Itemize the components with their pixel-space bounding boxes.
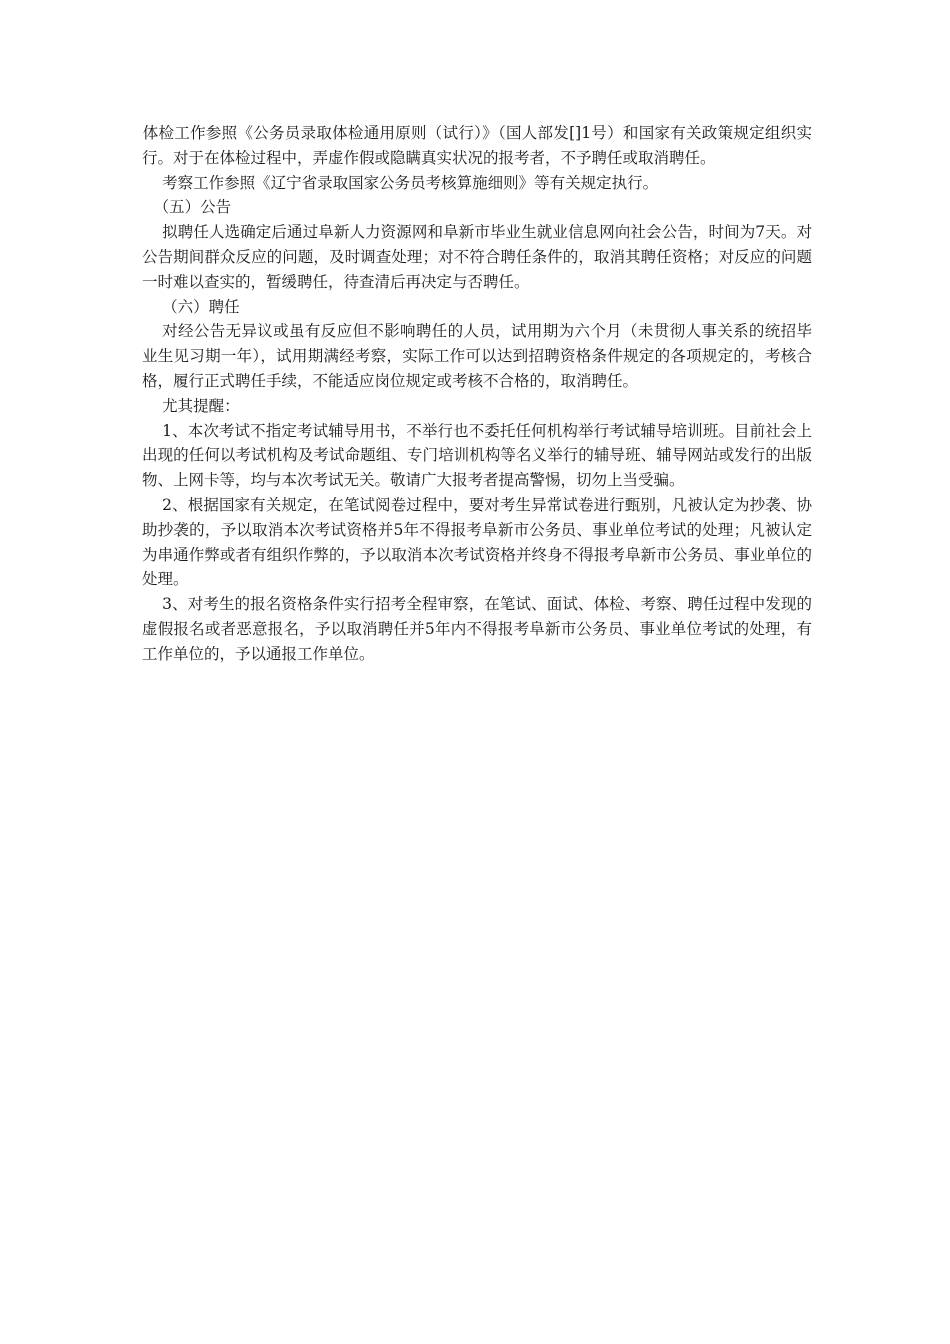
heading-appointment: （六）聘任 bbox=[162, 297, 240, 316]
paragraph-reminder-2: 2、根据国家有关规定，在笔试阅卷过程中，要对考生异常试卷进行甄别，凡被认定为抄袭、协助抄袭的，予以取消本次考试资格并5年不得报考阜新市公务员、事业单位考试的处理；凡被认定为串通作弊或者有组织作弊的，予以取消本次考试资格并终身不得报考阜新市公务员、事业单位的处理。 bbox=[142, 495, 812, 589]
paragraph-announcement: 拟聘任人选确定后通过阜新人力资源网和阜新市毕业生就业信息网向社会公告，时间为7天。对公告期间群众反应的问题，及时调查处理；对不符合聘任条件的，取消其聘任资格；对反应的问题一时难以查实的，暂缓聘任，待查清后再决定与否聘任。 bbox=[142, 223, 812, 291]
paragraph-reminder-3: 3、对考生的报名资格条件实行招考全程审察，在笔试、面试、体检、考察、聘任过程中发现的虚假报名或者恶意报名，予以取消聘任并5年内不得报考阜新市公务员、事业单位考试的处理，有工作单位的，予以通报工作单位。 bbox=[142, 595, 812, 663]
heading-announcement: （五）公告 bbox=[153, 198, 232, 217]
paragraph-inspection: 考察工作参照《辽宁省录取国家公务员考核算施细则》等有关规定执行。 bbox=[162, 173, 659, 192]
heading-special-reminder: 尤其提醒： bbox=[162, 396, 240, 415]
paragraph-physical-exam: 体检工作参照《公务员录取体检通用原则（试行）》（国人部发[]1号）和国家有关政策规定组织实行。对于在体检过程中，弄虚作假或隐瞒真实状况的报考者，不予聘任或取消聘任。 bbox=[142, 124, 812, 167]
paragraph-appointment: 对经公告无异议或虽有反应但不影响聘任的人员，试用期为六个月（未贯彻人事关系的统招毕业生见习期一年），试用期满经考察，实际工作可以达到招聘资格条件规定的各项规定的，考核合格，履行正式聘任手续，不能适应岗位规定或考核不合格的，取消聘任。 bbox=[142, 322, 812, 390]
paragraph-reminder-1: 1、本次考试不指定考试辅导用书，不举行也不委托任何机构举行考试辅导培训班。目前社会上出现的任何以考试机构及考试命题组、专门培训机构等名义举行的辅导班、辅导网站或发行的出版物、上网卡等，均与本次考试无关。敬请广大报考者提高警惕，切勿上当受骗。 bbox=[142, 421, 812, 490]
document-body bbox=[142, 121, 812, 667]
